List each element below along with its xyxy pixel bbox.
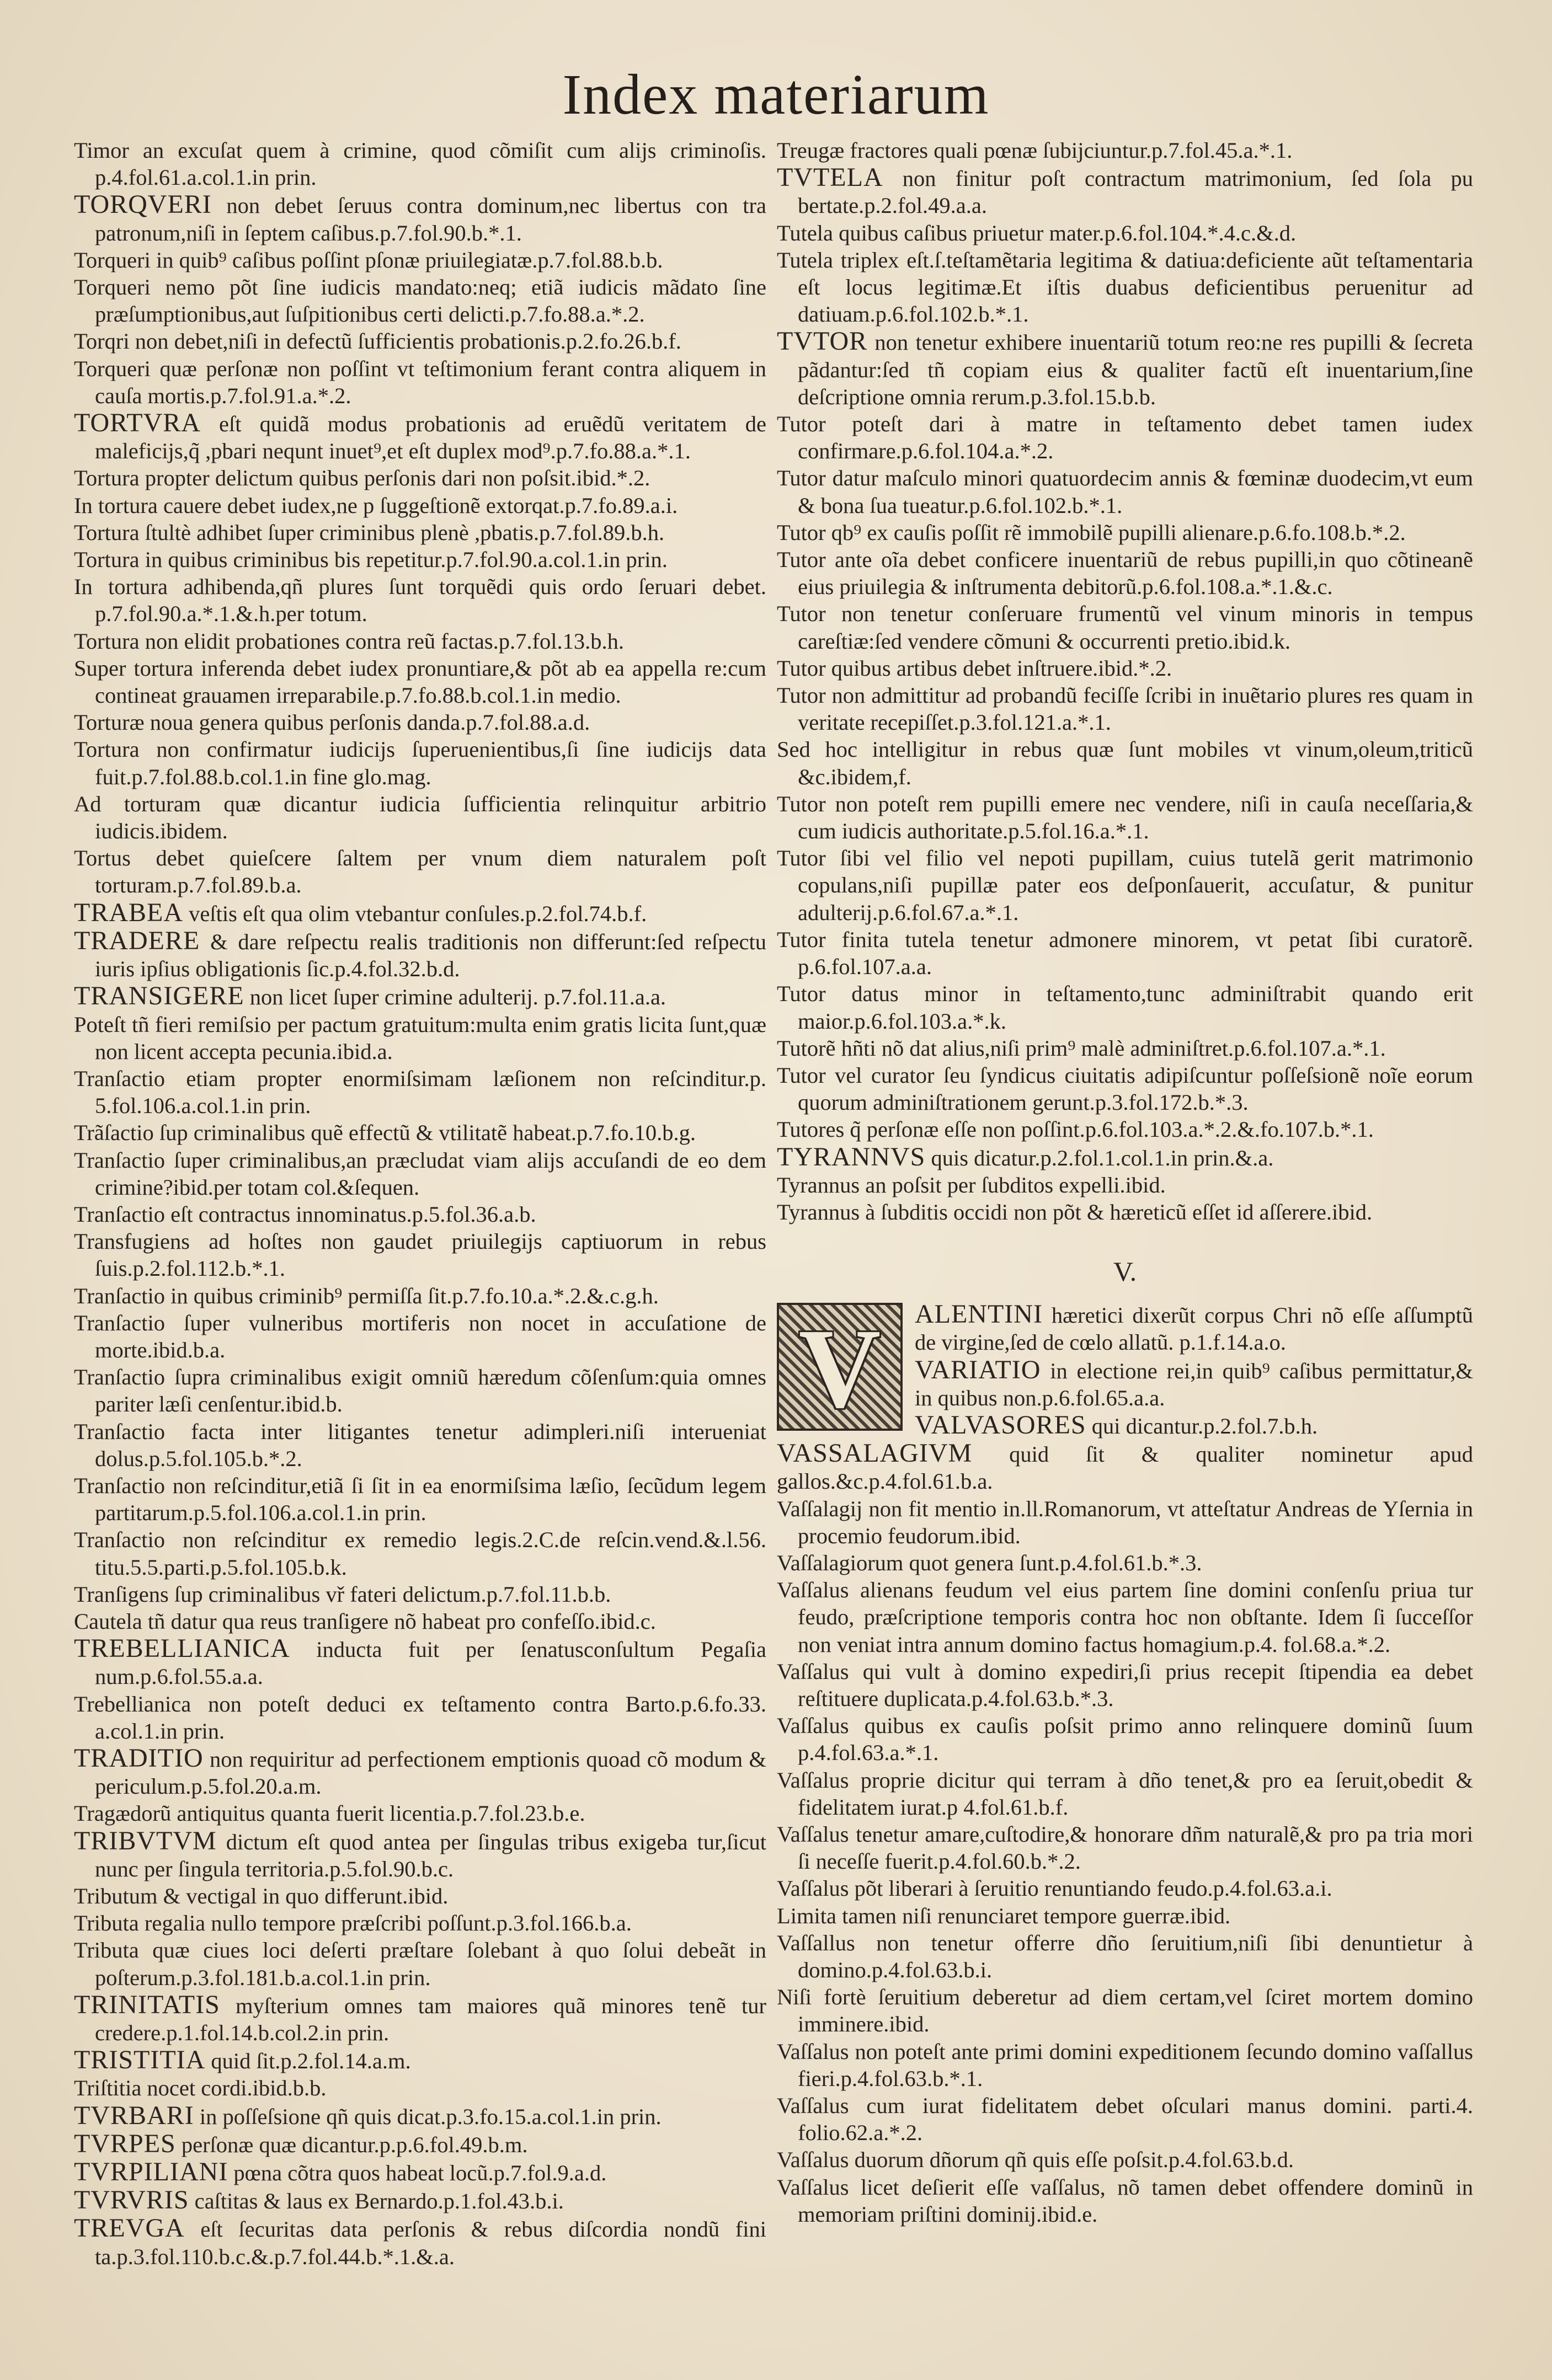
entry-text: Torqueri quæ perſonæ non poſſint vt teſtimonium ferant contra aliquem in cauſa mortis.p.7.fol.91.a.*.2. [74,356,766,408]
index-entry [777,1116,1473,1143]
index-entry [74,1119,766,1146]
entry-text: Tyrannus an poſsit per ſubditos expelli.ibid. [777,1172,1166,1197]
entry-text: Tutela triplex eſt.ſ.teſtamẽtaria legitima & datiua:deficiente aũt teſtamentaria eſt locus legitimæ.Et iſtis duabus deficientibus peruenitur ad datiuam.p.6.fol.102.b.*.1. [777,247,1473,327]
index-entry [74,2215,766,2270]
entry-text: perſonæ quæ dicantur.p.p.6.fol.49.b.m. [175,2132,528,2157]
index-entry [74,2074,766,2101]
index-entry [777,1199,1473,1226]
entry-lead-word: TVTOR [777,327,868,356]
entry-text: Tutor non tenetur conſeruare frumentũ vel vinum minoris in tempus careſtiæ:ſed vendere cõmuni & occurrenti pretio.ibid.k. [777,601,1473,654]
entry-text: Tutorẽ hñti nõ dat alius,niſi prim⁹ malè adminiſtret.p.6.fol.107.a.*.1. [777,1035,1386,1061]
entry-text: Tributa regalia nullo tempore præſcribi poſſunt.p.3.fol.166.b.a. [74,1911,632,1936]
entry-text: Tutor datur maſculo minori quatuordecim annis & fœminæ duodecim,vt eum & bona ſua tueatur.p.6.fol.102.b.*.1. [777,466,1473,518]
index-entry [74,1526,766,1580]
index-entry [777,1902,1473,1929]
entry-text: qui dicantur.p.2.fol.7.b.h. [1086,1413,1318,1438]
index-entry [777,655,1473,682]
entry-lead-word: TRINITATIS [74,1989,220,2019]
index-entry [777,2092,1473,2146]
index-entry [74,355,766,409]
index-entry [777,1172,1473,1199]
index-entry [74,191,766,246]
index-entry [74,2046,766,2074]
index-entry [74,1472,766,1526]
index-entry [74,1309,766,1363]
index-entry [777,1767,1473,1821]
entry-text: Tutor poteſt dari à matre in teſtamento debet tamen iudex confirmare.p.6.fol.104.a.*.2. [777,411,1473,464]
index-entry [777,1821,1473,1875]
index-entry [777,546,1473,600]
entry-text: Tragædorũ antiquitus quanta fuerit licentia.p.7.fol.23.b.e. [74,1801,585,1826]
entry-text: dictum eſt quod antea per ſingulas tribus exigeba tur,ſicut nunc per ſingula territoria.p.5.fol.90.b.c. [95,1829,766,1881]
entry-text: Poteſt tñ fieri remiſsio per pactum gratuitum:multa enim gratis licita ſunt,quæ non licent accepta pecunia.ibid.a. [74,1012,766,1064]
index-entry [777,164,1473,219]
index-entry [74,492,766,519]
index-entry [777,1576,1473,1658]
index-entry [777,844,1473,926]
index-entry [74,2158,766,2186]
index-entry [777,464,1473,518]
index-entry [777,410,1473,464]
entry-text: non debet ſeruus contra dominum,nec libertus con tra patronum,niſi in ſeptem caſibus.p.7.fol.90.b.*.1. [95,193,766,245]
entry-text: Tutor non admittitur ad probandũ feciſſe ſcribi in inuẽtario plures res quam in veritate recepiſſet.p.3.fol.121.a.*.1. [777,683,1473,735]
index-entry [777,1440,1473,1495]
entry-text: caſtitas & laus ex Bernardo.p.1.fol.43.b.i. [189,2189,564,2214]
entry-text: Vaſſallus non tenetur offerre dño ſeruitium,niſi ſibi denuntietur à domino.p.4.fol.63.b.i. [777,1930,1473,1982]
entry-text: Vaſſalus licet deſierit eſſe vaſſalus, nõ tamen debet offendere dominũ in memoriam priſtini dominij.ibid.e. [777,2174,1473,2227]
entry-text: Trãſactio ſup criminalibus quẽ effectũ & vtilitatẽ habeat.p.7.fo.10.b.g. [74,1120,696,1146]
index-entry [74,1937,766,1991]
entry-text: Tributum & vectigal in quo differunt.ibid. [74,1884,449,1908]
index-entry [74,790,766,844]
index-entry [74,1011,766,1065]
entry-text: Tranſactio in quibus criminib⁹ permiſſa ſit.p.7.fo.10.a.*.2.&.c.g.h. [74,1283,659,1308]
entry-lead-word: TVTELA [777,163,883,192]
entry-lead-word: VASSALAGIVM [777,1438,973,1468]
entry-text: Tortura propter delictum quibus perſonis dari non poſsit.ibid.*.2. [74,466,650,491]
entry-text: Vaſſalus quibus ex cauſis poſsit primo anno relinquere dominũ ſuum p.4.fol.63.a.*.1. [777,1713,1473,1766]
entry-lead-word: VARIATIO [915,1355,1041,1384]
entry-text: Timor an excuſat quem à crimine, quod cõmiſit cum alijs criminoſis. p.4.fol.61.a.col.1.in prin. [74,138,766,190]
entry-lead-word: TRADERE [74,926,200,955]
left-column [74,137,766,2270]
entry-text: Tutor qb⁹ ex cauſis poſſit rẽ immobilẽ pupilli alienare.p.6.fo.108.b.*.2. [777,520,1406,545]
index-entry [74,1608,766,1635]
index-entry [74,546,766,573]
entry-text: Tranſactio facta inter litigantes tenetur adimpleri.niſi interueniat dolus.p.5.fol.105.b.*.2. [74,1419,766,1471]
entry-text: Trebellianica non poteſt deduci ex teſtamento contra Barto.p.6.fo.33. a.col.1.in prin. [74,1691,766,1743]
entry-text: Treugæ fractores quali pœnæ ſubijciuntur.p.7.fol.45.a.*.1. [777,138,1293,163]
index-entry [777,1062,1473,1116]
entry-text: in electione rei,in quib⁹ caſibus permittatur,& in quibus non.p.6.fol.65.a.a. [915,1358,1473,1410]
entry-text: Tortura in quibus criminibus bis repetitur.p.7.fol.90.a.col.1.in prin. [74,547,668,573]
entry-text: Vaſſalus alienans feudum vel eius partem ſine domini conſenſu priua tur feudo, præſcriptione temporis contra hoc non obſtante. Idem ſi ſucceſſor non veniat intra annum domino factus homagium.p.4. fol.68.a.*.2. [777,1577,1473,1657]
entry-text: Tutela quibus caſibus priuetur mater.p.6.fol.104.*.4.c.&.d. [777,220,1297,245]
entry-text: Tutor datus minor in teſtamento,tunc adminiſtrabit quando erit maior.p.6.fol.103.a.*.k. [777,981,1473,1034]
index-entry [74,2130,766,2158]
index-entry [74,137,766,191]
entry-text: Torqueri nemo põt ſine iudicis mandato:neq; etiã iudicis mãdato ſine præſumptionibus,aut ſuſpitionibus certi delicti.p.7.fo.88.a.*.2. [74,275,766,327]
entry-lead-word: TRISTITIA [74,2045,206,2075]
index-entry [777,736,1473,790]
index-entry [74,709,766,736]
index-entry [777,2146,1473,2173]
entry-text: hæretici dixerũt corpus Chri nõ eſſe aſſumptũ de virgine,ſed de cœlo allatũ. p.1.f.14.a.o. [915,1303,1473,1355]
entry-text: Vaſſalus qui vult à domino expediri,ſi prius recepit ſtipendia ea debet reſtituere duplicata.p.4.fol.63.b.*.3. [777,1659,1473,1711]
index-entry [74,1065,766,1119]
index-entry [74,736,766,790]
index-entry [777,220,1473,247]
entry-text: non requiritur ad perfectionem emptionis quoad cõ modum & periculum.p.5.fol.20.a.m. [95,1746,766,1799]
index-entry [777,1549,1473,1576]
index-entry [74,1910,766,1937]
index-entry [74,464,766,491]
entry-text: Tutor ante oĩa debet conficere inuentariũ de rebus pupilli,in quo cõtineanẽ eius priuilegia & inſtrumenta debitorũ.p.6.fol.108.a.*.1.&.c. [777,547,1473,600]
index-entry [777,1875,1473,1902]
index-entry [74,1282,766,1309]
entry-text: quis dicatur.p.2.fol.1.col.1.in prin.&.a. [925,1145,1274,1170]
entry-text: Ad torturam quæ dicantur iudicia ſufficientia relinquitur arbitrio iudicis.ibidem. [74,791,766,844]
index-entry [74,927,766,982]
entry-text: Sed hoc intelligitur in rebus quæ ſunt mobiles vt vinum,oleum,triticũ &c.ibidem,f. [777,737,1473,789]
entry-text: Vaſſalagij non fit mentio in.ll.Romanorum, vt atteſtatur Andreas de Yſernia in procemio feudorum.ibid. [777,1496,1473,1548]
entry-lead-word: TORTVRA [74,408,201,438]
index-entry [74,655,766,709]
entry-text: eſt ſecuritas data perſonis & rebus diſcordia nondũ fini ta.p.3.fol.110.b.c.&.p.7.fol.44.b.*.1.&.a. [95,2217,766,2269]
index-entry [74,628,766,655]
index-entry [74,1827,766,1882]
index-entry [74,899,766,927]
entry-text: Tranſactio ſuper vulneribus mortiferis non nocet in accuſatione de morte.ibid.b.a. [74,1310,766,1362]
index-entry [777,2174,1473,2228]
index-entry [777,1929,1473,1983]
entry-text: in poſſeſsione qñ quis dicat.p.3.fo.15.a.col.1.in prin. [194,2104,662,2129]
entry-text: Tortura non confirmatur iudicijs ſuperuenientibus,ſi ſine iudicijs data fuit.p.7.fol.88.b.col.1.in fine glo.mag. [74,737,766,789]
entry-text: Vaſſalus põt liberari à ſeruitio renuntiando feudo.p.4.fol.63.a.i. [777,1876,1332,1901]
entry-text: Vaſſalus cum iurat fidelitatem debet oſculari manus domini. parti.4. folio.62.a.*.2. [777,2093,1473,2146]
index-entry [777,600,1473,654]
entry-text: Torturæ noua genera quibus perſonis danda.p.7.fol.88.a.d. [74,710,590,735]
entry-text: eſt quidã modus probationis ad eruẽdũ veritatem de maleficijs,q̃ ,pbari nequnt inuet⁹,et eſt duplex mod⁹.p.7.fo.88.a.*.1. [95,411,766,464]
entry-text: Tranſigens ſup criminalibus vř fateri delictum.p.7.fol.11.b.b. [74,1581,611,1607]
entry-lead-word: TREVGA [74,2213,185,2243]
entry-text: Tutor finita tutela tenetur admonere minorem, vt petat ſibi curatorẽ. p.6.fol.107.a.a. [777,927,1473,980]
entry-text: Tranſactio eſt contractus innominatus.p.5.fol.36.a.b. [74,1201,536,1227]
entry-text: Super tortura inferenda debet iudex pronuntiare,& põt ab ea appella re:cum contineat grauamen irreparabile.p.7.fo.88.b.col.1.in medio. [74,655,766,708]
entry-text: & dare reſpectu realis traditionis non differunt:ſed reſpectu iuris ipſius obligationis ſic.p.4.fol.32.b.d. [95,929,766,982]
entry-text: non tenetur exhibere inuentariũ totum reo:ne res pupilli & ſecreta pãdantur:ſed tñ copiam eius & qualiter factũ eſt inuentarium,ſine deſcriptione omnia rerum.p.3.fol.15.b.b. [798,330,1473,409]
index-entry [74,1418,766,1472]
entry-text: Torqueri in quib⁹ caſibus poſſint pſonæ priuilegiatæ.p.7.fol.88.b.b. [74,247,663,272]
page-title: Index materiarum [562,63,990,126]
entry-text: Vaſſalus tenetur amare,cuſtodire,& honorare dñm naturalẽ,& pro pa tria mori ſi neceſſe fuerit.p.4.fol.60.b.*.2. [777,1821,1473,1874]
index-entry [777,790,1473,844]
index-entry [777,1983,1473,2037]
entry-lead-word: TREBELLIANICA [74,1634,290,1664]
index-entry [74,2186,766,2215]
entry-lead-word: TRADITIO [74,1743,204,1773]
index-entry [777,328,1473,410]
entry-lead-word: TVRPILIANI [74,2157,228,2187]
index-entry [777,1658,1473,1712]
entry-text: Tutor vel curator ſeu ſyndicus ciuitatis adipiſcuntur poſſeſsionẽ noĩe eorum quorum adminiſtrationem gerunt.p.3.fol.172.b.*.3. [777,1062,1473,1115]
index-entry [74,1882,766,1910]
index-entry [74,1147,766,1201]
entry-text: Tranſactio non reſcinditur ex remedio legis.2.C.de reſcin.vend.&.l.56. titu.5.5.parti.p.5.fol.105.b.k. [74,1527,766,1580]
index-entry [74,573,766,627]
entry-text: Tutor ſibi vel filio vel nepoti pupillam, cuius tutelã gerit matrimonio copulans,niſi pupillæ pater eos deſponſauerit, accuſatur, & punitur adulterij.p.6.fol.67.a.*.1. [777,846,1473,925]
index-entry [777,1143,1473,1172]
index-entry [777,980,1473,1034]
entry-text: pœna cõtra quos habeat locũ.p.7.fol.9.a.d. [228,2160,607,2186]
entry-text: Tortura ſtultè adhibet ſuper criminibus plenè ,pbatis.p.7.fol.89.b.h. [74,520,665,545]
index-entry [777,2038,1473,2092]
entry-lead-word: TYRANNVS [777,1142,926,1172]
entry-lead-word: ALENTINI [915,1299,1043,1329]
entry-text: Tranſactio etiam propter enormiſsimam læſionem non reſcinditur.p. 5.fol.106.a.col.1.in prin. [74,1066,766,1119]
entry-text: quid ſit & qualiter nominetur apud gallos.&c.p.4.fol.61.b.a. [777,1442,1473,1494]
index-entry [74,247,766,274]
entry-text: In tortura cauere debet iudex,ne p ſuggeſtionẽ extorqat.p.7.fo.89.a.i. [74,493,678,518]
entry-text: Tortus debet quieſcere ſaltem per vnum diem naturalem poſt torturam.p.7.fol.89.b.a. [74,846,766,898]
entry-lead-word: TVRVRIS [74,2185,189,2215]
index-entry [74,409,766,464]
index-entry [74,1581,766,1608]
entry-text: quid ſit.p.2.fol.14.a.m. [205,2049,411,2074]
index-entry [74,328,766,355]
index-entry [74,1745,766,1800]
entry-text: Tutor quibus artibus debet inſtruere.ibid.*.2. [777,655,1172,681]
entry-lead-word: TORQVERI [74,190,212,220]
entry-lead-word: TRANSIGERE [74,981,244,1011]
entry-text: non finitur poſt contractum matrimonium, ſed ſola pu bertate.p.2.fol.49.a.a. [798,166,1473,218]
entry-text: Tranſactio ſupra criminalibus exigit omniũ hæredum cõſenſum:quia omnes pariter læſi cenſentur.ibid.b. [74,1365,766,1417]
entry-text: Tutor non poteſt rem pupilli emere nec vendere, niſi in cauſa neceſſaria,& cum iudicis authoritate.p.5.fol.16.a.*.1. [777,791,1473,844]
right-column [777,137,1473,2228]
entry-text: Niſi fortè ſeruitium deberetur ad diem certam,vel ſciret mortem domino imminere.ibid. [777,1985,1473,2037]
initial-block [777,1301,1473,1495]
index-entry [74,1691,766,1745]
entry-text: Tributa quæ ciues loci deſerti præſtare ſolebant à quo ſolui debeãt in poſterum.p.3.fol.181.b.a.col.1.in prin. [74,1938,766,1990]
index-entry [777,926,1473,980]
entry-text: In tortura adhibenda,qñ plures ſunt torquẽdi quis ordo ſeruari debet. p.7.fol.90.a.*.1.&.h.per totum. [74,574,766,627]
right-t-entries [777,137,1473,1226]
index-entry [777,1035,1473,1062]
index-entry [74,1228,766,1282]
entry-text: Tortura non elidit probationes contra reũ factas.p.7.fol.13.b.h. [74,628,624,654]
index-entry [74,1201,766,1228]
entry-lead-word: TRIBVTVM [74,1826,217,1855]
entry-text: Tutores q̃ perſonæ eſſe non poſſint.p.6.fol.103.a.*.2.&.fo.107.b.*.1. [777,1117,1374,1142]
entry-text: Tranſactio non reſcinditur,etiã ſi ſit in ea enormiſsima læſio, ſecũdum legem partitarum.p.5.fol.106.a.col.1.in prin. [74,1473,766,1526]
entry-text: Cautela tñ datur qua reus tranſigere nõ habeat pro confeſſo.ibid.c. [74,1608,656,1634]
entry-text: Tranſactio ſuper criminalibus,an præcludat viam alijs accuſandi de eo dem crimine?ibid.per totam col.&ſequen. [74,1147,766,1200]
entry-text: myſterium omnes tam maiores quã minores tenẽ tur credere.p.1.fol.14.b.col.2.in prin. [95,1993,766,2046]
index-entry [74,1800,766,1827]
index-entry [777,247,1473,328]
index-entry [777,682,1473,736]
entry-text: Torqri non debet,niſi in defectũ ſufficientis probationis.p.2.fo.26.b.f. [74,329,681,354]
index-entry [74,1635,766,1690]
index-entry [74,844,766,898]
section-heading-v: V. [1113,1256,1137,1287]
decorated-initial-v [777,1303,903,1431]
entry-text: Limita tamen niſi renunciaret tempore guerræ.ibid. [777,1903,1231,1928]
entry-text: non licet ſuper crimine adulterij. p.7.fol.11.a.a. [244,985,666,1010]
index-entry [777,1712,1473,1766]
entry-lead-word: TVRBARI [74,2100,194,2130]
entry-lead-word: TVRPES [74,2128,176,2158]
entry-text: inducta fuit per ſenatusconſultum Pegaſia num.p.6.fol.55.a.a. [95,1637,766,1689]
index-entry [777,137,1473,164]
entry-lead-word: VALVASORES [915,1410,1086,1440]
right-v-entries [777,1495,1473,2228]
entry-text: Vaſſalus non poteſt ante primi domini expeditionem ſecundo domino vaſſallus fieri.p.4.fol.63.b.*.1. [777,2039,1473,2091]
index-entry [74,274,766,328]
entry-text: Vaſſalus duorum dñorum qñ quis eſſe poſsit.p.4.fol.63.b.d. [777,2147,1294,2173]
index-entry [74,1363,766,1418]
dropcap-letter: V [798,1305,881,1431]
entry-text: Tyrannus à ſubditis occidi non põt & hæreticũ eſſet id aſſerere.ibid. [777,1199,1373,1224]
entry-text: Transfugiens ad hoſtes non gaudet priuilegijs captiuorum in rebus ſuis.p.2.fol.112.b.*.1. [74,1229,766,1281]
entry-text: Triſtitia nocet cordi.ibid.b.b. [74,2076,327,2101]
index-entry [777,1495,1473,1549]
entry-text: Vaſſalagiorum quot genera ſunt.p.4.fol.61.b.*.3. [777,1550,1202,1575]
index-entry [777,519,1473,546]
index-entry [74,982,766,1010]
index-entry [74,1991,766,2046]
entry-text: veſtis eſt qua olim vtebantur conſules.p.2.fol.74.b.f. [183,901,647,926]
entry-text: Vaſſalus proprie dicitur qui terram à dño tenet,& pro ea ſeruit,obedit & fidelitatem iurat.p 4.fol.61.b.f. [777,1767,1473,1820]
entry-lead-word: TRABEA [74,897,183,927]
index-entry [74,2102,766,2130]
index-entry [74,519,766,546]
